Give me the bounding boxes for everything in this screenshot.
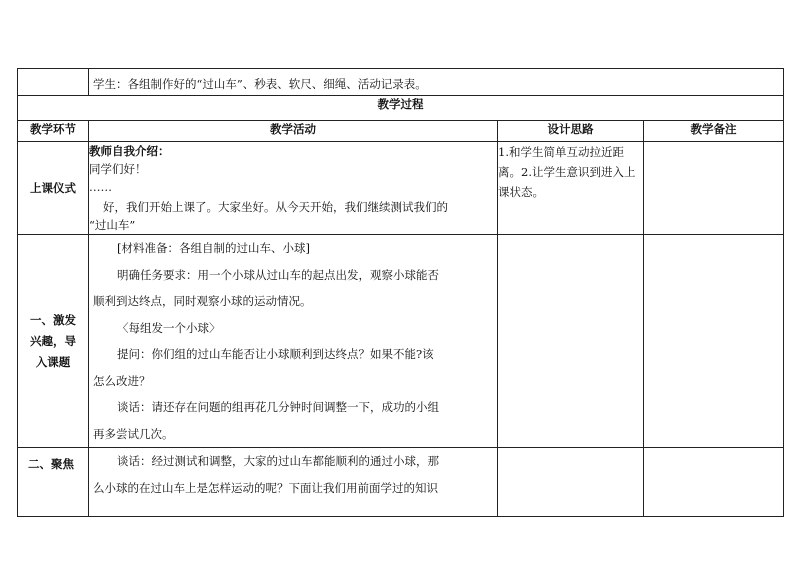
notes-cell bbox=[644, 235, 784, 448]
stage-cell: 上课仪式 bbox=[18, 142, 89, 235]
stage-cell: 二、聚焦 bbox=[18, 448, 89, 517]
stage-cell bbox=[18, 235, 89, 448]
activity-line: 谈话：经过测试和调整，大家的过山车都能顺利的通过小球，那 bbox=[117, 454, 439, 468]
notes-cell bbox=[644, 448, 784, 517]
activity-cell bbox=[89, 142, 498, 235]
activity-line: 再多尝试几次。 bbox=[93, 426, 174, 441]
design-cell bbox=[498, 448, 644, 517]
activity-line: 怎么改进？ bbox=[93, 373, 151, 388]
activity-line: [材料准备：各组自制的过山车、小球] bbox=[117, 241, 310, 255]
materials-row bbox=[18, 69, 784, 96]
section-title-row bbox=[18, 96, 784, 121]
table-row bbox=[18, 142, 784, 235]
activity-line: 〈每组发一个小球〉 bbox=[117, 320, 221, 335]
activity-line: 顺利到达终点，同时观察小球的运动情况。 bbox=[93, 294, 312, 308]
activity-line: 明确任务要求：用一个小球从过山车的起点出发，观察小球能否 bbox=[117, 267, 439, 282]
header-activity: 教学活动 bbox=[89, 121, 498, 142]
activity-line: 教师自我介绍： bbox=[89, 144, 170, 158]
activity-cell bbox=[89, 235, 498, 448]
stage-line: 兴趣，导 bbox=[30, 333, 76, 348]
activity-line: 同学们好！ bbox=[89, 162, 147, 176]
activity-cell bbox=[89, 448, 498, 517]
activity-line: 好，我们开始上课了。大家坐好。从今天开始，我们继续测试我们的 bbox=[103, 200, 448, 214]
activity-line: “过山车” bbox=[89, 218, 136, 232]
materials-cell bbox=[89, 69, 784, 96]
design-cell: 1.和学生简单互动拉近距离。2.让学生意识到进入上课状态。 bbox=[498, 142, 644, 235]
materials-label-cell bbox=[18, 69, 89, 96]
notes-cell bbox=[644, 142, 784, 235]
activity-line: 么小球的在过山车上是怎样运动的呢？下面让我们用前面学过的知识 bbox=[93, 480, 438, 495]
stage-line: 入课题 bbox=[35, 354, 71, 369]
table-row bbox=[18, 235, 784, 448]
materials-text: 学生：各组制作好的“过山车”、秒表、软尺、细绳、活动记录表。 bbox=[93, 77, 427, 91]
activity-line: 谈话：请还存在问题的组再花几分钟时间调整一下，成功的小组 bbox=[117, 400, 439, 414]
design-cell bbox=[498, 235, 644, 448]
section-title: 教学过程 bbox=[18, 96, 784, 121]
header-row bbox=[18, 121, 784, 142]
activity-line: 提问：你们组的过山车能否让小球顺利到达终点？如果不能?该 bbox=[117, 347, 434, 361]
lesson-plan-table bbox=[17, 68, 784, 517]
header-notes: 教学备注 bbox=[644, 121, 784, 142]
header-design: 设计思路 bbox=[498, 121, 644, 142]
table-row bbox=[18, 448, 784, 517]
header-stage: 教学环节 bbox=[18, 121, 89, 142]
stage-line: 一、激发 bbox=[30, 312, 76, 327]
activity-line: …… bbox=[89, 180, 112, 194]
